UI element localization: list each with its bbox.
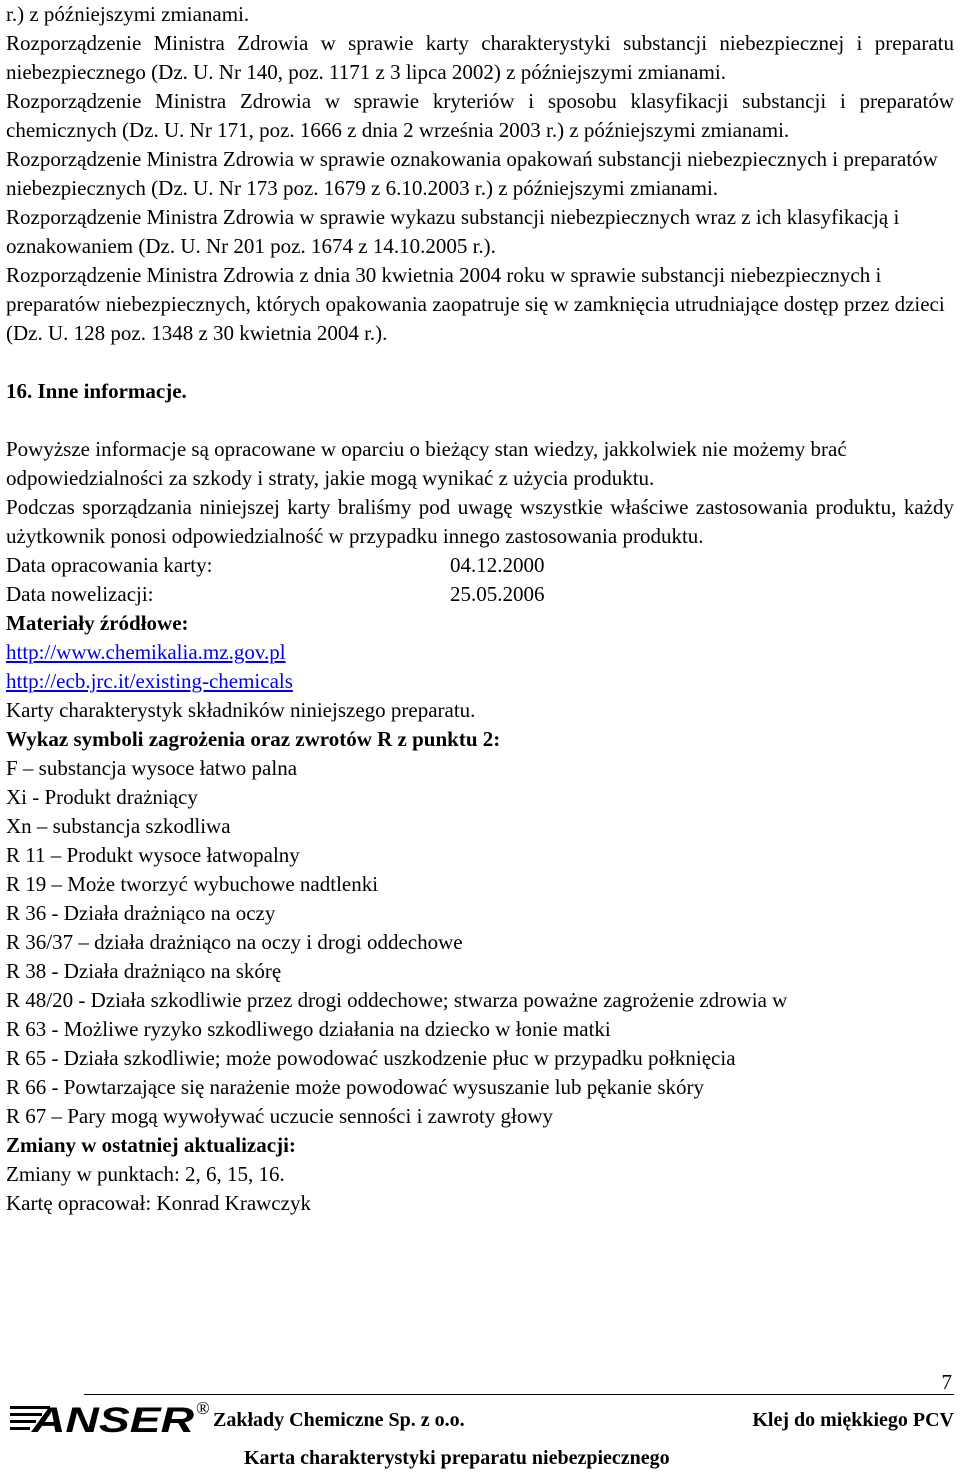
symbol-item: R 11 – Produkt wysoce łatwopalny	[6, 843, 300, 867]
document-type: Karta charakterystyki preparatu niebezpiecznego	[244, 1447, 670, 1469]
registered-mark: ®	[196, 1398, 210, 1418]
regulation-item: Rozporządzenie Ministra Zdrowia w sprawie wykazu substancji niebezpiecznych wraz z ich klasyfikacją i oznakowaniem (Dz. U. Nr 201 poz. 1674 z 14.10.2005 r.).	[6, 205, 900, 258]
symbol-item: R 38 - Działa drażniąco na skórę	[6, 959, 282, 983]
date-value: 04.12.2000	[450, 553, 545, 577]
source-link[interactable]: http://www.chemikalia.mz.gov.pl	[6, 640, 286, 664]
regulation-item: Rozporządzenie Ministra Zdrowia z dnia 30 kwietnia 2004 roku w sprawie substancji niebezpiecznych i preparatów niebezpiecznych, których opakowania zaopatruje się w zamknięcia utrudniające dostęp przez dzieci (Dz. U. 128 poz. 1348 z 30 kwietnia 2004 r.).	[6, 263, 945, 345]
symbol-item: Xn – substancja szkodliwa	[6, 814, 231, 838]
date-value: 25.05.2006	[450, 582, 545, 606]
regulation-item: Rozporządzenie Ministra Zdrowia w sprawie karty charakterystyki substancji niebezpiecznej i preparatu niebezpiecznego (Dz. U. Nr 140, poz. 1171 z 3 lipca 2002) z późniejszymi zmianami.	[6, 31, 954, 84]
symbol-item: F – substancja wysoce łatwo palna	[6, 756, 298, 780]
symbol-item: R 65 - Działa szkodliwie; może powodować uszkodzenie płuc w przypadku połknięcia	[6, 1046, 736, 1070]
changes-heading: Zmiany w ostatniej aktualizacji:	[6, 1133, 296, 1157]
info-paragraph: Powyższe informacje są opracowane w oparciu o bieżący stan wiedzy, jakkolwiek nie możemy brać odpowiedzialności za szkody i straty, jakie mogą wynikać z użycia produktu.	[6, 437, 847, 490]
company-name: Zakłady Chemiczne Sp. z o.o.	[213, 1409, 465, 1431]
sources-heading: Materiały źródłowe:	[6, 611, 189, 635]
symbol-item: R 67 – Pary mogą wywoływać uczucie senności i zawroty głowy	[6, 1104, 554, 1128]
document-page	[6, 0, 954, 1218]
sources-note: Karty charakterystyk składników niniejszego preparatu.	[6, 698, 476, 722]
symbol-item: R 66 - Powtarzające się narażenie może powodować wysuszanie lub pękanie skóry	[6, 1075, 704, 1099]
source-link[interactable]: http://ecb.jrc.it/existing-chemicals	[6, 669, 293, 693]
date-row	[6, 551, 954, 580]
symbol-item: R 48/20 - Działa szkodliwie przez drogi oddechowe; stwarza poważne zagrożenie zdrowia w	[6, 988, 788, 1012]
product-name: Klej do miękkiego PCV	[752, 1409, 954, 1431]
date-label: Data nowelizacji:	[6, 582, 154, 606]
symbols-heading: Wykaz symboli zagrożenia oraz zwrotów R z punktu 2:	[6, 727, 501, 751]
symbols-list	[6, 754, 954, 1131]
symbol-item: R 36 - Działa drażniąco na oczy	[6, 901, 276, 925]
symbol-item: R 63 - Możliwe ryzyko szkodliwego działania na dziecko w łonie matki	[6, 1017, 611, 1041]
regulation-item: r.) z późniejszymi zmianami.	[6, 2, 250, 26]
author-line: Kartę opracował: Konrad Krawczyk	[6, 1191, 311, 1215]
logo-text: ANSER	[30, 1401, 195, 1436]
footer-divider	[84, 1394, 954, 1395]
symbol-item: Xi - Produkt drażniący	[6, 785, 198, 809]
regulation-item: Rozporządzenie Ministra Zdrowia w sprawie kryteriów i sposobu klasyfikacji substancji i preparatów chemicznych (Dz. U. Nr 171, poz. 1666 z dnia 2 września 2003 r.) z późniejszymi zmianami.	[6, 89, 954, 142]
changes-text: Zmiany w punktach: 2, 6, 15, 16.	[6, 1162, 285, 1186]
page-number: 7	[941, 1370, 952, 1394]
symbol-item: R 36/37 – działa drażniąco na oczy i drogi oddechowe	[6, 930, 463, 954]
anser-logo	[10, 1400, 196, 1436]
info-paragraph: Podczas sporządzania niniejszej karty braliśmy pod uwagę wszystkie właściwe zastosowania produktu, każdy użytkownik ponosi odpowiedzialność w przypadku innego zastosowania produktu.	[6, 495, 954, 548]
date-label: Data opracowania karty:	[6, 553, 213, 577]
date-row	[6, 580, 954, 609]
symbol-item: R 19 – Może tworzyć wybuchowe nadtlenki	[6, 872, 379, 896]
regulation-item: Rozporządzenie Ministra Zdrowia w sprawie oznakowania opakowań substancji niebezpiecznych i preparatów niebezpiecznych (Dz. U. Nr 173 poz. 1679 z 6.10.2003 r.) z późniejszymi zmianami.	[6, 147, 938, 200]
section-heading: 16. Inne informacje.	[6, 379, 187, 403]
